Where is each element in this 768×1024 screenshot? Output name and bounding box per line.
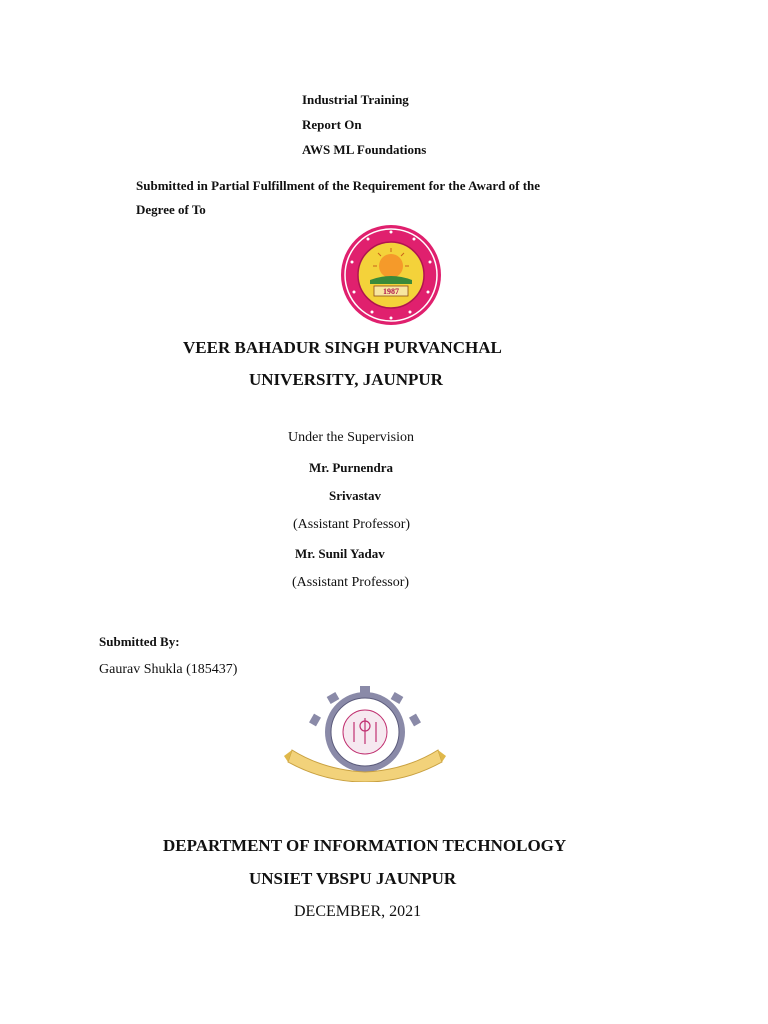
supervisor2-role: (Assistant Professor) bbox=[292, 575, 410, 590]
supervisor1-name-line1: Mr. Purnendra bbox=[309, 460, 394, 475]
university-seal-logo bbox=[340, 224, 442, 326]
institute-name: UNSIET VBSPU JAUNPUR bbox=[249, 869, 457, 888]
supervision-heading: Under the Supervision bbox=[288, 430, 414, 445]
submission-statement-line1: Submitted in Partial Fulfillment of the Requirement for the Award of the bbox=[136, 178, 541, 193]
student-name: Gaurav Shukla (185437) bbox=[99, 662, 238, 677]
submission-date: DECEMBER, 2021 bbox=[294, 903, 422, 920]
seal-year-text: 1987 bbox=[383, 287, 399, 296]
submitted-by-label: Submitted By: bbox=[99, 634, 180, 649]
report-title-line1: Industrial Training bbox=[302, 92, 409, 107]
supervisor1-name-line2: Srivastav bbox=[329, 488, 381, 503]
report-title-line3: AWS ML Foundations bbox=[302, 142, 427, 157]
submission-statement-line2: Degree of To bbox=[136, 202, 206, 217]
supervisor1-role: (Assistant Professor) bbox=[293, 517, 411, 532]
university-name-line2: UNIVERSITY, JAUNPUR bbox=[249, 370, 443, 389]
department-name: DEPARTMENT OF INFORMATION TECHNOLOGY bbox=[163, 836, 567, 855]
report-title-line2: Report On bbox=[302, 117, 362, 132]
university-name-line1: VEER BAHADUR SINGH PURVANCHAL bbox=[183, 338, 502, 357]
institute-logo bbox=[284, 686, 446, 782]
supervisor2-name: Mr. Sunil Yadav bbox=[295, 546, 385, 561]
